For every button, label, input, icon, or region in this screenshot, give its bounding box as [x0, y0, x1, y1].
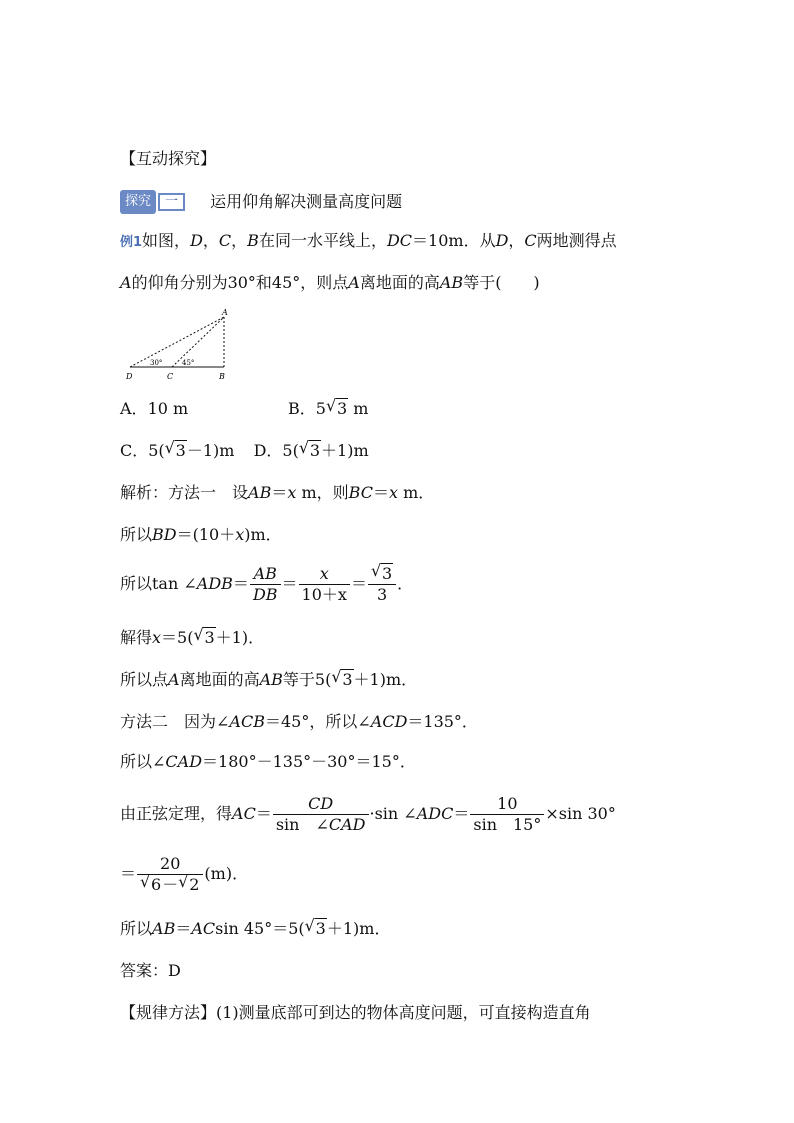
q-var: B [247, 231, 259, 250]
options-row-1 [120, 396, 369, 420]
q-text: 两地测得点 [536, 231, 617, 250]
q-var: C [218, 231, 232, 250]
solution-line-8: 由正弦定理，得AC＝ $\frac{CD}{\text{sin ∠CAD}}$ ·sin ∠ADC＝ $\frac{10}{\sin 15^\circ}$ ×sin 30° [120, 794, 616, 834]
q-var: C [524, 231, 537, 250]
label-b: B [219, 372, 225, 381]
fraction-sqrt3-3: √ 3 3 [368, 564, 396, 605]
q-var: A [348, 273, 360, 292]
answer-line: 答案：D [120, 961, 181, 980]
q-var: D [190, 231, 203, 250]
q-text: 等于( ) [463, 273, 540, 292]
angle-d-label: 30° [150, 359, 163, 367]
q-text: 如图， [142, 231, 191, 250]
q-var: D [495, 231, 509, 250]
q-var: A [120, 273, 132, 292]
sight-line-c [172, 317, 224, 367]
label-c: C [167, 372, 174, 381]
fraction-ab-db: $\frac{AB}{DB}$ [250, 564, 281, 605]
q-text: 的仰角分别为30°和45°，则点 [131, 273, 349, 292]
question-line-2 [120, 272, 540, 294]
topic-line [120, 190, 402, 214]
example-label: 例1 [120, 235, 143, 250]
angle-c-label: 45° [182, 359, 195, 367]
solution-line-7: 所以∠CAD＝180°－135°－30°＝15°． [120, 752, 416, 771]
fraction-x: $\frac{x}{10+x}$ [299, 564, 350, 605]
solution-line-10: 所以AB＝ACsin 45°＝5( √ 3＋1)m． [120, 916, 391, 938]
options-row-2 [120, 440, 369, 462]
q-text: ， [508, 231, 525, 250]
fraction-20-sqrt6-sqrt2: 20 √ 6－ √ 2 [137, 854, 203, 895]
solution-line-6: 方法二 因为∠ACB＝45°，所以∠ACD＝135°． [120, 712, 478, 731]
option-c: C．5( √ 3－1)m [120, 438, 235, 460]
q-text: 在同一水平线上， [258, 231, 387, 250]
topic-badge: 探究 [120, 190, 156, 214]
sight-line-d [130, 317, 224, 367]
option-d: D．5( √ 3＋1)m [253, 438, 369, 460]
q-text: ＝10m．从 [412, 231, 496, 250]
solution-line-5: 所以点A离地面的高AB等于5( √ 3＋1)m． [120, 667, 418, 689]
topic-title: 运用仰角解决测量高度问题 [210, 191, 403, 211]
triangle-figure [118, 305, 248, 385]
question-line-1 [120, 230, 617, 254]
method-note: 【规律方法】(1)测量底部可到达的物体高度问题，可直接构造直角 [120, 1003, 591, 1022]
solution-line-9: ＝ 20 √ 6－ √ 2 (m)． [120, 854, 249, 894]
solution-line-3: 所以tan ∠ADB＝ $\frac{AB}{DB}$ ＝ $\frac{x}{10+x}$ ＝ √ 3 3 ． [120, 561, 414, 604]
solution-line-2: 所以BD＝(10＋x)m． [120, 525, 282, 544]
solution-line-4: 解得x＝5( √ 3＋1)． [120, 625, 265, 647]
q-text: ， [202, 231, 219, 250]
label-d: D [126, 372, 133, 381]
q-text: ， [231, 231, 248, 250]
fraction-10-sin15: $\frac{10}{\sin 15^\circ}$ [470, 794, 544, 835]
fraction-cd-sincad: $\frac{CD}{\text{sin ∠CAD}}$ [273, 794, 369, 835]
option-a: A．10 m [120, 399, 189, 418]
q-var: DC [386, 231, 413, 250]
topic-number-badge: 一 [158, 193, 185, 211]
option-b: B．5 √ 3 m [288, 396, 369, 418]
label-a: A [222, 308, 228, 317]
q-text: 离地面的高 [359, 273, 440, 292]
section-header: 【互动探究】 [120, 149, 217, 168]
q-var: AB [439, 273, 464, 292]
solution-line-1: 解析：方法一 设AB＝x m，则BC＝x m． [120, 483, 435, 502]
